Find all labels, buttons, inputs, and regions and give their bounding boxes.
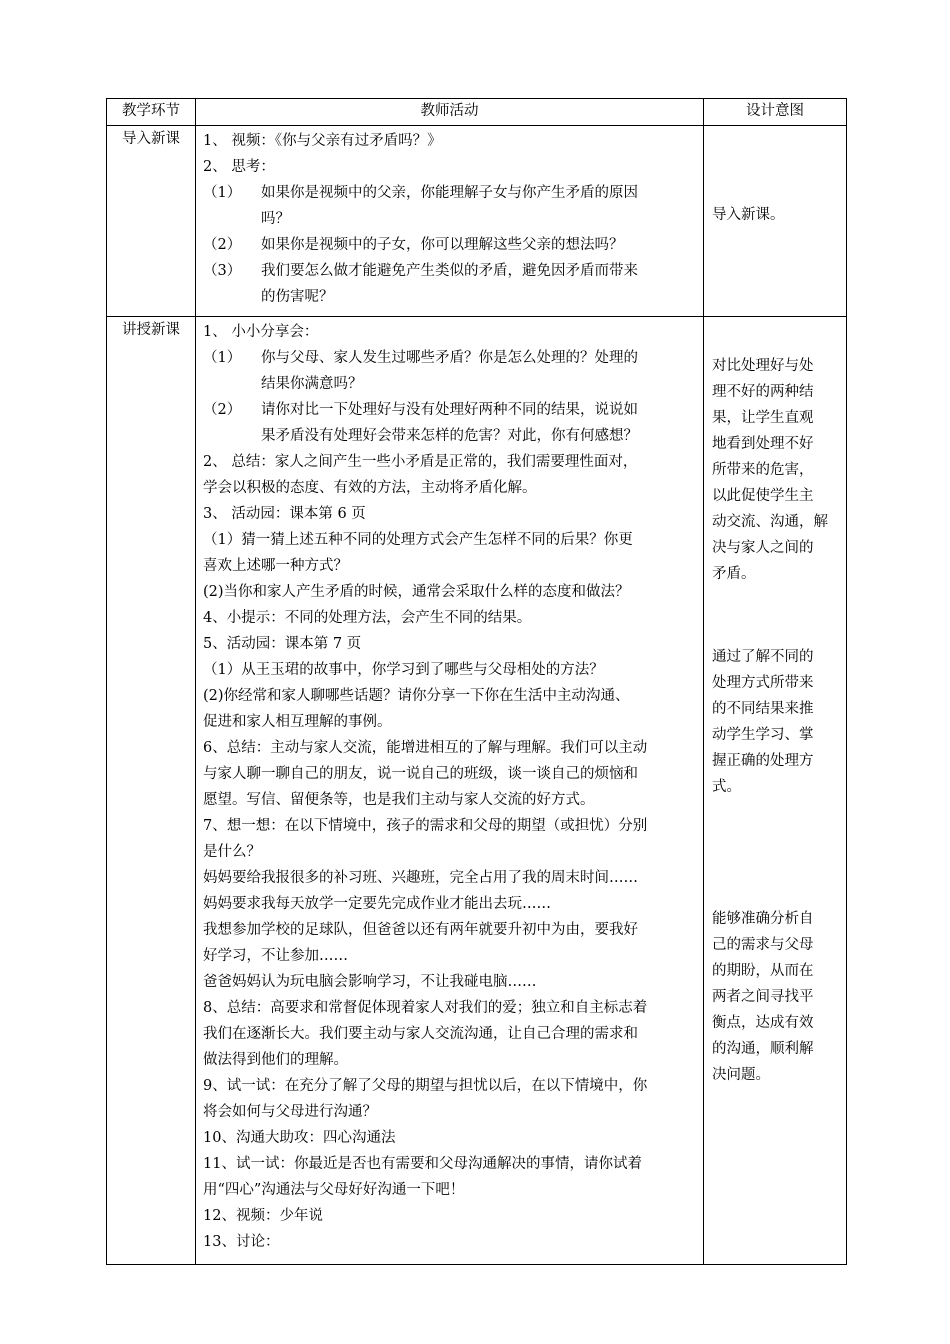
list-item	[203, 397, 697, 449]
intent-line: 对比处理好与处	[712, 358, 814, 374]
activity-line: 3、 活动园：课本第 6 页	[203, 506, 366, 522]
intent-line: 能够准确分析自	[712, 911, 814, 927]
intent-teaching	[704, 317, 847, 1265]
activity-line: 的伤害呢？	[261, 289, 334, 305]
list-item	[203, 345, 697, 397]
intent-text: 导入新课。	[712, 207, 785, 223]
intent-line: 处理方式所带来	[712, 675, 814, 691]
activity-line: 2、 思考：	[203, 159, 275, 175]
intent-line: 理不好的两种结	[712, 384, 814, 400]
activity-line: 喜欢上述哪一种方式？	[203, 558, 348, 574]
list-item	[203, 258, 697, 310]
activity-line: 是什么？	[203, 844, 261, 860]
intent-block-compare	[712, 353, 840, 587]
list-item	[203, 232, 697, 258]
stage-teaching: 讲授新课	[107, 317, 196, 1265]
table-row-intro	[107, 126, 847, 317]
intent-line: 动学生学习、掌	[712, 727, 814, 743]
intent-line: 动交流、沟通，解	[712, 514, 828, 530]
activity-teaching	[196, 317, 704, 1265]
activity-line: 学会以积极的态度、有效的方法，主动将矛盾化解。	[203, 480, 537, 496]
activity-line: 10、沟通大助攻：四心沟通法	[203, 1130, 396, 1146]
intent-line: 的沟通，顺利解	[712, 1041, 814, 1057]
activity-line: 我们在逐渐长大。我们要主动与家人交流沟通，让自己合理的需求和	[203, 1026, 638, 1042]
intent-line: 果，让学生直观	[712, 410, 814, 426]
activity-line: 6、总结：主动与家人交流，能增进相互的了解与理解。我们可以主动	[203, 740, 648, 756]
activity-line: 妈妈要给我报很多的补习班、兴趣班，完全占用了我的周末时间……	[203, 870, 638, 886]
activity-line: 我想参加学校的足球队，但爸爸以还有两年就要升初中为由，要我好	[203, 922, 638, 938]
item-number: （1）	[203, 185, 242, 201]
intent-line: 衡点，达成有效	[712, 1015, 814, 1031]
activity-line: 如果你是视频中的父亲，你能理解子女与你产生矛盾的原因	[261, 185, 638, 201]
activity-line: 5、活动园：课本第 7 页	[203, 636, 362, 652]
intent-line: 决与家人之间的	[712, 540, 814, 556]
stage-intro: 导入新课	[107, 126, 196, 317]
activity-intro	[196, 126, 704, 317]
activity-line: 4、小提示：不同的处理方法，会产生不同的结果。	[203, 610, 532, 626]
item-number: （3）	[203, 263, 242, 279]
activity-line: （1）猜一猜上述五种不同的处理方式会产生怎样不同的后果？你更	[203, 532, 633, 548]
list-item	[203, 180, 697, 232]
activity-line: 好学习，不让参加……	[203, 948, 348, 964]
activity-line: 11、试一试：你最近是否也有需要和父母沟通解决的事情，请你试着	[203, 1156, 642, 1172]
activity-line: 妈妈要求我每天放学一定要先完成作业才能出去玩……	[203, 896, 551, 912]
item-number: （1）	[203, 350, 242, 366]
table-header-row	[107, 99, 847, 126]
intent-block-needs	[712, 906, 840, 1088]
intent-line: 己的需求与父母	[712, 937, 814, 953]
item-number: （2）	[203, 237, 242, 253]
activity-line: 促进和家人相互理解的事例。	[203, 714, 392, 730]
activity-line: 1、 视频：《你与父亲有过矛盾吗？》	[203, 133, 442, 149]
header-activity: 教师活动	[196, 99, 704, 126]
intent-line: 决问题。	[712, 1067, 770, 1083]
header-stage: 教学环节	[107, 99, 196, 126]
header-intent: 设计意图	[704, 99, 847, 126]
activity-line: 吗？	[261, 211, 290, 227]
activity-line: 我们要怎么做才能避免产生类似的矛盾，避免因矛盾而带来	[261, 263, 638, 279]
activity-line: 果矛盾没有处理好会带来怎样的危害？对此，你有何感想？	[261, 428, 638, 444]
intent-block-methods	[712, 644, 840, 800]
intent-line: 握正确的处理方	[712, 753, 814, 769]
activity-line: (2)当你和家人产生矛盾的时候，通常会采取什么样的态度和做法？	[203, 584, 630, 600]
activity-line: （1）从王玉珺的故事中，你学习到了哪些与父母相处的方法？	[203, 662, 604, 678]
lesson-plan-table	[106, 98, 847, 1265]
intent-line: 矛盾。	[712, 566, 756, 582]
intent-line: 的不同结果来推	[712, 701, 814, 717]
intent-line: 所带来的危害，	[712, 462, 814, 478]
activity-line: 如果你是视频中的子女，你可以理解这些父亲的想法吗？	[261, 237, 624, 253]
activity-line: 将会如何与父母进行沟通？	[203, 1104, 377, 1120]
activity-line: 13、讨论：	[203, 1234, 280, 1250]
item-number: （2）	[203, 402, 242, 418]
activity-line: 用“四心”沟通法与父母好好沟通一下吧！	[203, 1182, 465, 1198]
intent-line: 的期盼，从而在	[712, 963, 814, 979]
activity-line: 1、 小小分享会：	[203, 324, 319, 340]
intent-line: 以此促使学生主	[712, 488, 814, 504]
table-row-teaching	[107, 317, 847, 1265]
activity-line: 9、试一试：在充分了解了父母的期望与担忧以后，在以下情境中，你	[203, 1078, 648, 1094]
intent-line: 两者之间寻找平	[712, 989, 814, 1005]
activity-line: 你与父母、家人发生过哪些矛盾？你是怎么处理的？处理的	[261, 350, 638, 366]
activity-line: 7、想一想：在以下情境中，孩子的需求和父母的期望（或担忧）分别	[203, 818, 648, 834]
lesson-plan-page	[106, 98, 846, 1265]
activity-rest	[203, 449, 697, 1255]
activity-line: 与家人聊一聊自己的朋友，说一说自己的班级，谈一谈自己的烦恼和	[203, 766, 638, 782]
activity-line: 请你对比一下处理好与没有处理好两种不同的结果，说说如	[261, 402, 638, 418]
intent-line: 地看到处理不好	[712, 436, 814, 452]
activity-line: 愿望。写信、留便条等，也是我们主动与家人交流的好方式。	[203, 792, 595, 808]
activity-line: 12、视频：少年说	[203, 1208, 323, 1224]
intent-line: 式。	[712, 779, 741, 795]
intent-intro	[704, 126, 847, 317]
activity-line: 爸爸妈妈认为玩电脑会影响学习，不让我碰电脑……	[203, 974, 537, 990]
intent-line: 通过了解不同的	[712, 649, 814, 665]
activity-line: 2、 总结：家人之间产生一些小矛盾是正常的，我们需要理性面对，	[203, 454, 638, 470]
activity-line: (2)你经常和家人聊哪些话题？请你分享一下你在生活中主动沟通、	[203, 688, 630, 704]
activity-line: 做法得到他们的理解。	[203, 1052, 348, 1068]
activity-line: 8、总结：高要求和常督促体现着家人对我们的爱；独立和自主标志着	[203, 1000, 648, 1016]
activity-line: 结果你满意吗？	[261, 376, 363, 392]
